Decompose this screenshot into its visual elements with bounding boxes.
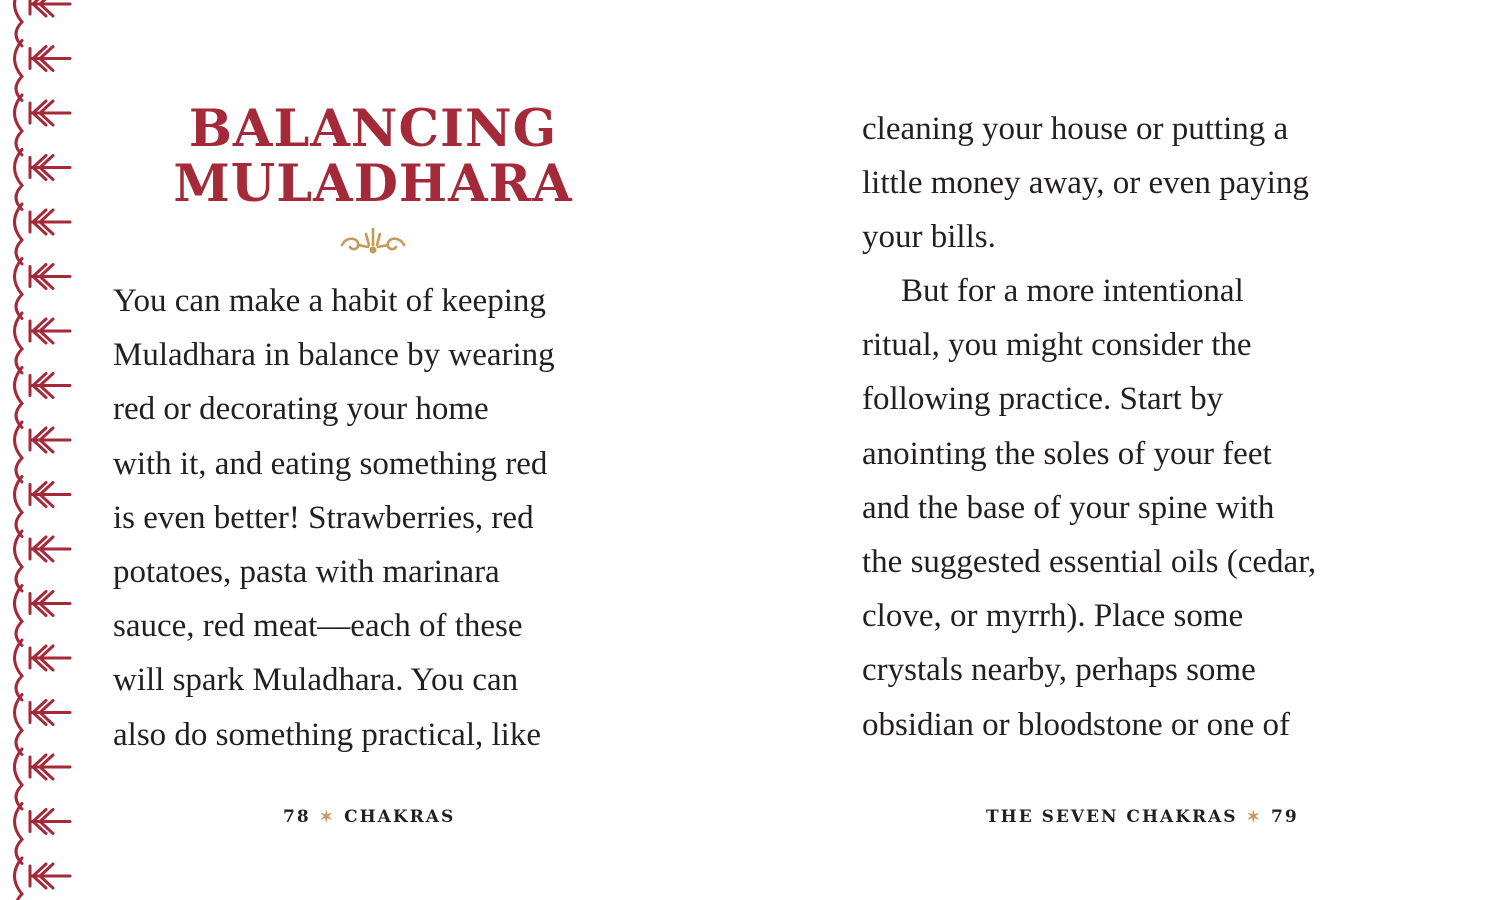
body-paragraph xyxy=(862,264,1402,752)
text-line: with it, and eating something red xyxy=(113,445,548,482)
text-line: little money away, or even paying xyxy=(862,165,1309,202)
body-paragraph xyxy=(113,274,633,762)
page-heading xyxy=(113,99,633,214)
text-line: following practice. Start by xyxy=(862,381,1224,418)
text-line: also do something practical, like xyxy=(113,716,541,753)
body-paragraph xyxy=(862,102,1402,265)
text-line: the suggested essential oils (cedar, xyxy=(862,544,1317,581)
text-line: Muladhara in balance by wearing xyxy=(113,337,555,374)
text-line: You can make a habit of keeping xyxy=(113,283,546,319)
text-line: ritual, you might consider the xyxy=(862,327,1252,364)
running-title: THE SEVEN CHAKRAS xyxy=(986,807,1238,827)
heading-line: BALANCING xyxy=(188,99,558,159)
star-icon: ✶ xyxy=(1246,807,1262,826)
page-footer-left xyxy=(283,806,455,828)
text-line: cleaning your house or putting a xyxy=(862,111,1289,147)
heading-line: MULADHARA xyxy=(173,154,573,214)
text-line: But for a more intentional xyxy=(901,273,1244,309)
star-icon: ✶ xyxy=(319,807,336,826)
fern-leaf-border-icon xyxy=(0,0,80,900)
flourish-ornament-icon xyxy=(338,225,408,259)
text-line: crystals nearby, perhaps some xyxy=(862,652,1256,689)
text-line: anointing the soles of your feet xyxy=(862,435,1272,472)
text-line: and the base of your spine with xyxy=(862,489,1275,526)
text-line: potatoes, pasta with marinara xyxy=(113,554,500,591)
text-line: sauce, red meat—each of these xyxy=(113,608,523,645)
text-line: is even better! Strawberries, red xyxy=(113,499,534,536)
page-number: 79 xyxy=(1271,807,1299,827)
text-line: clove, or myrrh). Place some xyxy=(862,598,1244,635)
text-line: your bills. xyxy=(862,219,996,256)
page-number: 78 xyxy=(283,807,311,827)
text-line: red or decorating your home xyxy=(113,391,489,428)
running-title: CHAKRAS xyxy=(344,807,456,827)
page-footer-right xyxy=(986,806,1299,828)
text-line: obsidian or bloodstone or one of xyxy=(862,706,1291,743)
text-line: will spark Muladhara. You can xyxy=(113,662,519,699)
